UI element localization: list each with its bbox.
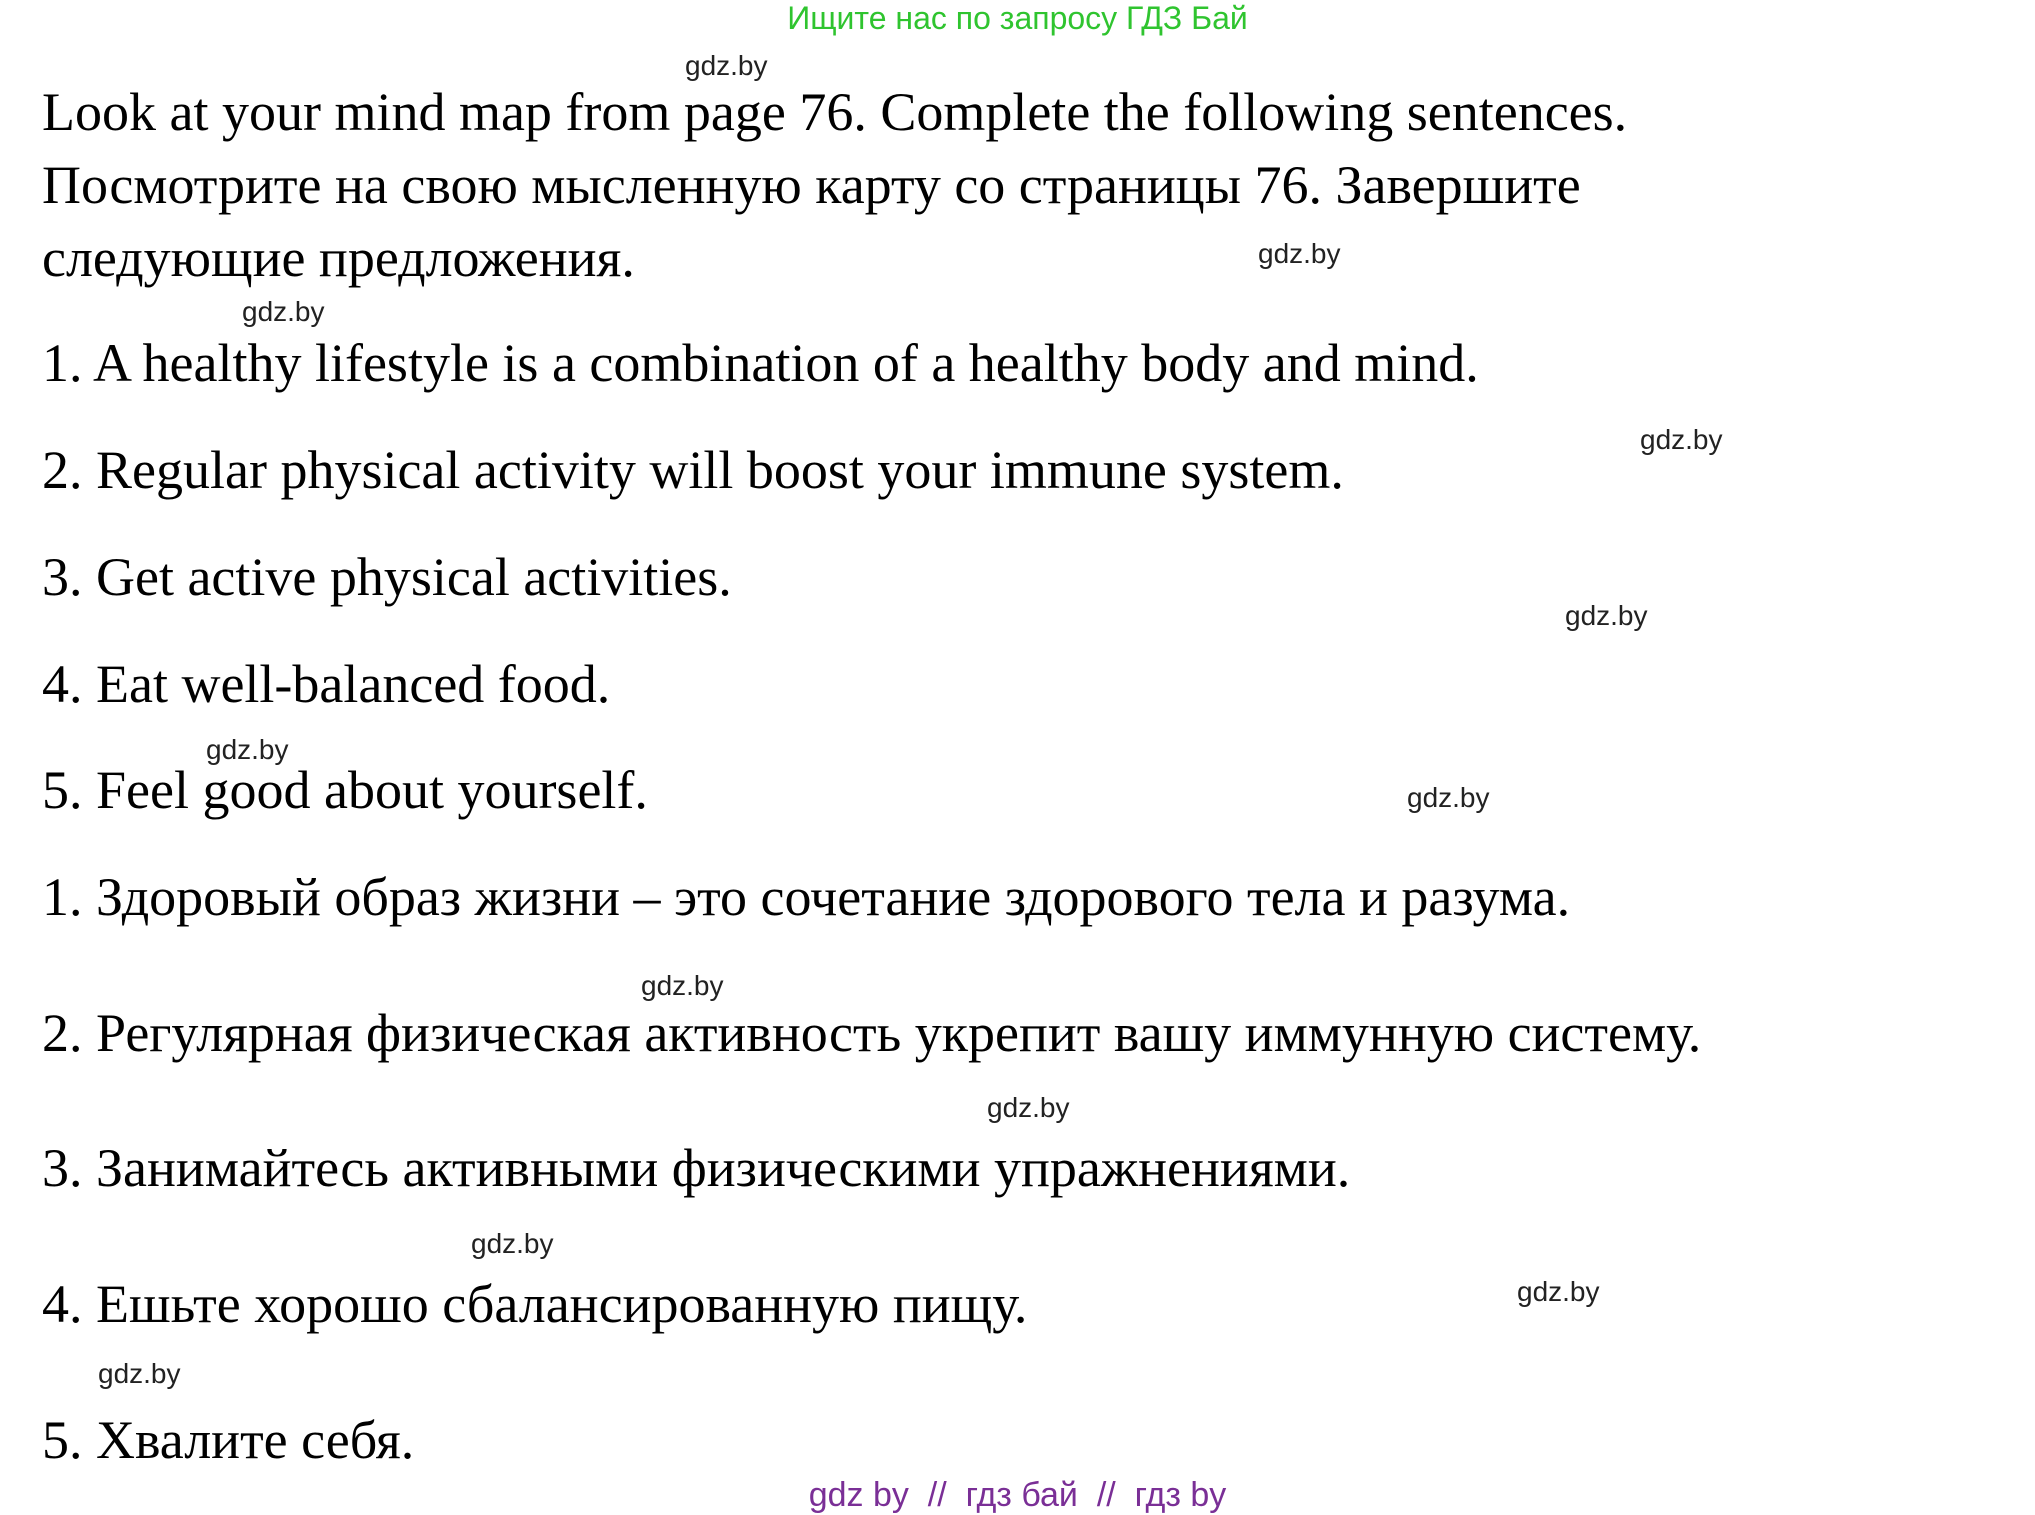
top-banner: Ищите нас по запросу ГДЗ Бай [787, 0, 1248, 36]
task-russian-line1: Посмотрите на свою мысленную карту со страницы 76. Завершите [42, 155, 1581, 215]
answer-ru-4: 4. Ешьте хорошо сбалансированную пищу. [42, 1274, 1028, 1334]
answer-en-1: 1. A healthy lifestyle is a combination of a healthy body and mind. [42, 333, 1479, 393]
task-russian-line2: следующие предложения. [42, 228, 635, 288]
watermark: gdz.by [242, 296, 325, 327]
watermark: gdz.by [1407, 782, 1490, 813]
watermark: gdz.by [471, 1228, 554, 1259]
watermark: gdz.by [641, 970, 724, 1001]
answer-en-5: 5. Feel good about yourself. [42, 760, 648, 820]
watermark: gdz.by [1565, 600, 1648, 631]
answer-ru-5: 5. Хвалите себя. [42, 1410, 415, 1470]
watermark: gdz.by [987, 1092, 1070, 1123]
answer-ru-1: 1. Здоровый образ жизни – это сочетание здорового тела и разума. [42, 867, 1571, 927]
answer-en-2: 2. Regular physical activity will boost your immune system. [42, 440, 1344, 500]
answer-en-4: 4. Eat well-balanced food. [42, 654, 611, 714]
answer-ru-2: 2. Регулярная физическая активность укрепит вашу иммунную систему. [42, 1003, 1702, 1063]
watermark: gdz.by [1517, 1276, 1600, 1307]
watermark: gdz.by [1258, 238, 1341, 269]
answer-ru-3: 3. Занимайтесь активными физическими упражнениями. [42, 1138, 1351, 1198]
watermark: gdz.by [1640, 424, 1723, 455]
task-english: Look at your mind map from page 76. Complete the following sentences. [42, 82, 1628, 142]
watermark: gdz.by [685, 50, 768, 81]
answer-en-3: 3. Get active physical activities. [42, 547, 732, 607]
footer-watermark: gdz by // гдз бай // гдз by [808, 1476, 1227, 1514]
watermark: gdz.by [98, 1358, 181, 1389]
watermark: gdz.by [206, 734, 289, 765]
